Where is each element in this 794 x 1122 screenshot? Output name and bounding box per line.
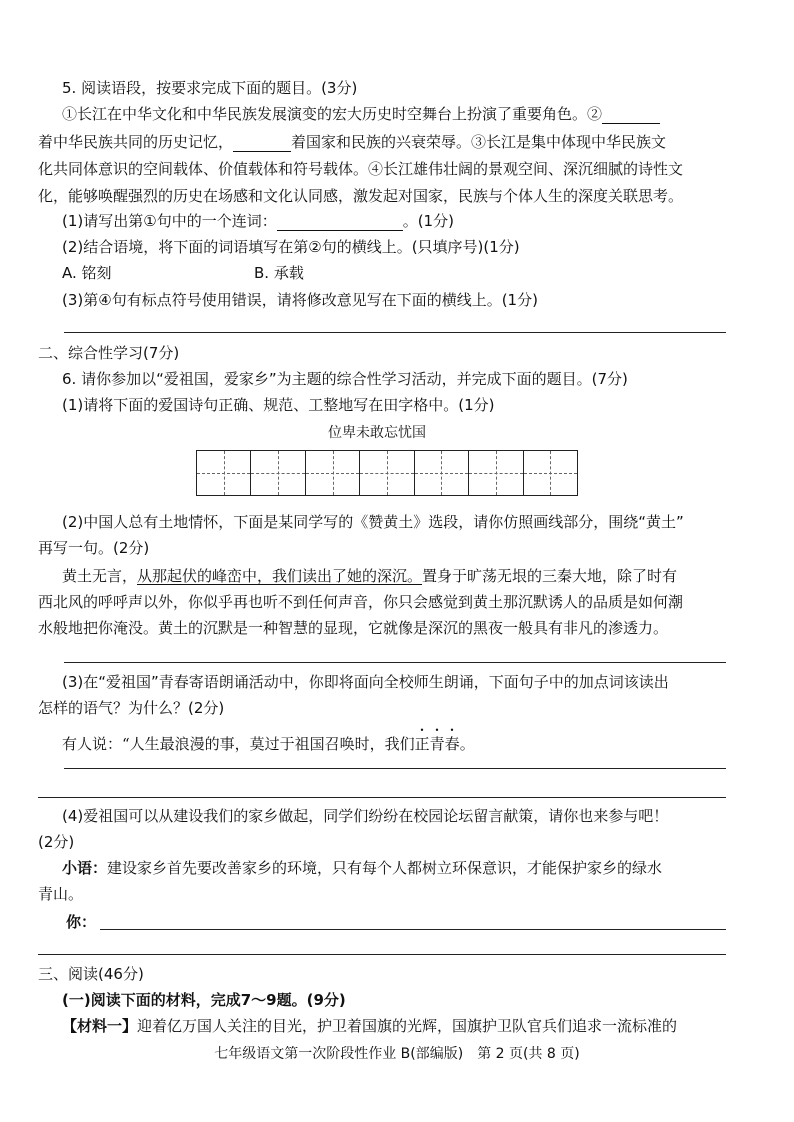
xiaoyu-line bbox=[62, 858, 662, 878]
material-line bbox=[62, 1016, 677, 1036]
poem-line: 位卑未敢忘忧国 bbox=[328, 425, 426, 441]
q5-sub3: (3)第④句有标点符号使用错误，请将修改意见写在下面的横线上。(1分) bbox=[62, 291, 538, 309]
quote-text: 有人说：“人生最浪漫的事，莫过于祖国召唤时，我们 bbox=[62, 735, 415, 753]
q5-sub1 bbox=[62, 211, 454, 231]
tianzige-cell[interactable] bbox=[197, 451, 251, 495]
q6-sub3-line1: (3)在“爱祖国”青春寄语朗诵活动中，你即将面向全校师生朗诵，下面句子中的加点词该读出 bbox=[62, 673, 669, 691]
answer-blank[interactable] bbox=[277, 215, 403, 231]
q6-sub1: (1)请将下面的爱国诗句正确、规范、工整地写在田字格中。(1分) bbox=[62, 396, 495, 414]
answer-line[interactable] bbox=[64, 332, 726, 333]
q5-option-b: B. 承载 bbox=[254, 264, 304, 282]
answer-blank[interactable] bbox=[233, 136, 291, 152]
reading-sub-title: (一)阅读下面的材料，完成7～9题。(9分) bbox=[62, 991, 346, 1009]
huangtu-text: 黄土无言， bbox=[62, 567, 138, 585]
tianzige-cell[interactable] bbox=[415, 451, 469, 495]
q5-para-line bbox=[62, 104, 660, 124]
tianzige-cell[interactable] bbox=[360, 451, 414, 495]
quote-line bbox=[62, 726, 475, 754]
tianzige-grid[interactable] bbox=[196, 450, 578, 496]
q5-para-text: 着中华民族共同的历史记忆， bbox=[38, 133, 234, 151]
material-text: 迎着亿万国人关注的目光，护卫着国旗的光辉，国旗护卫队官兵们追求一流标准的 bbox=[137, 1017, 678, 1035]
q5-para-line bbox=[38, 132, 666, 152]
q6-sub4-line2: (2分) bbox=[38, 833, 75, 851]
q5-sub1-score: 。(1分) bbox=[402, 212, 454, 230]
xiaoyu-line2: 青山。 bbox=[38, 885, 84, 903]
page-footer: 七年级语文第一次阶段性作业 B(部编版) 第 2 页(共 8 页) bbox=[214, 1046, 580, 1062]
tianzige-cell[interactable] bbox=[524, 451, 577, 495]
q6-title: 6. 请你参加以“爱祖国，爱家乡”为主题的综合性学习活动，并完成下面的题目。(7分) bbox=[62, 370, 628, 388]
xiaoyu-label: 小语： bbox=[62, 859, 108, 877]
quote-text: 。 bbox=[459, 735, 475, 753]
q5-title: 5. 阅读语段，按要求完成下面的题目。(3分) bbox=[62, 79, 358, 97]
huangtu-para-line: 水般地把你淹没。黄土的沉默是一种智慧的显现，它就像是深沉的黑夜一般具有非凡的渗透力。 bbox=[38, 619, 669, 637]
huangtu-para-line: 西北风的呼呼声以外，你似乎再也听不到任何声音，你只会感觉到黄土那沉默诱人的品质是如何潮 bbox=[38, 593, 684, 611]
q5-para-line: 化，能够唤醒强烈的历史在场感和文化认同感，激发起对国家，民族与个体人生的深度关联思考。 bbox=[38, 187, 684, 205]
q6-sub2-line1: (2)中国人总有土地情怀，下面是某同学写的《赞黄土》选段，请你仿照画线部分，围绕“黄土” bbox=[62, 513, 684, 531]
answer-line[interactable] bbox=[38, 797, 726, 798]
section3-title: 三、阅读(46分) bbox=[38, 965, 144, 983]
answer-blank[interactable] bbox=[602, 108, 660, 124]
underlined-sentence: 从那起伏的峰峦中，我们读出了她的深沉。 bbox=[137, 567, 423, 585]
ni-label-text: 你： bbox=[66, 913, 97, 931]
q5-sub2: (2)结合语境，将下面的词语填写在第②句的横线上。(只填序号)(1分) bbox=[62, 238, 520, 256]
section2-title: 二、综合性学习(7分) bbox=[38, 344, 180, 362]
tianzige-cell[interactable] bbox=[251, 451, 305, 495]
huangtu-text: 置身于旷荡无垠的三秦大地，除了时有 bbox=[422, 567, 678, 585]
q6-sub3-line2: 怎样的语气？为什么？(2分) bbox=[38, 699, 225, 717]
answer-line[interactable] bbox=[38, 954, 726, 955]
q5-para-line: 化共同体意识的空间载体、价值载体和符号载体。④长江雄伟壮阔的景观空间、深沉细腻的诗性文 bbox=[38, 160, 684, 178]
q6-sub4-line1: (4)爱祖国可以从建设我们的家乡做起，同学们纷纷在校园论坛留言献策，请你也来参与吧！ bbox=[62, 807, 669, 825]
answer-line[interactable] bbox=[64, 768, 726, 769]
q5-sub1-text: (1)请写出第①句中的一个连词： bbox=[62, 212, 277, 230]
answer-line[interactable] bbox=[64, 662, 726, 663]
answer-line[interactable] bbox=[100, 929, 726, 930]
huangtu-para-line bbox=[62, 566, 677, 586]
material-label: 【材料一】 bbox=[62, 1017, 138, 1035]
xiaoyu-text: 建设家乡首先要改善家乡的环境，只有每个人都树立环保意识，才能保护家乡的绿水 bbox=[107, 859, 663, 877]
tianzige-cell[interactable] bbox=[306, 451, 360, 495]
q6-sub2-line2: 再写一句。(2分) bbox=[38, 539, 150, 557]
q5-para-text: ①长江在中华文化和中华民族发展演变的宏大历史时空舞台上扮演了重要角色。② bbox=[62, 105, 603, 123]
dotted-words: 正青春 bbox=[414, 735, 460, 753]
q5-option-a: A. 铭刻 bbox=[62, 264, 112, 282]
tianzige-cell[interactable] bbox=[469, 451, 523, 495]
q5-para-text: 着国家和民族的兴衰荣辱。③长江是集中体现中华民族文 bbox=[291, 133, 667, 151]
ni-label bbox=[66, 912, 96, 932]
